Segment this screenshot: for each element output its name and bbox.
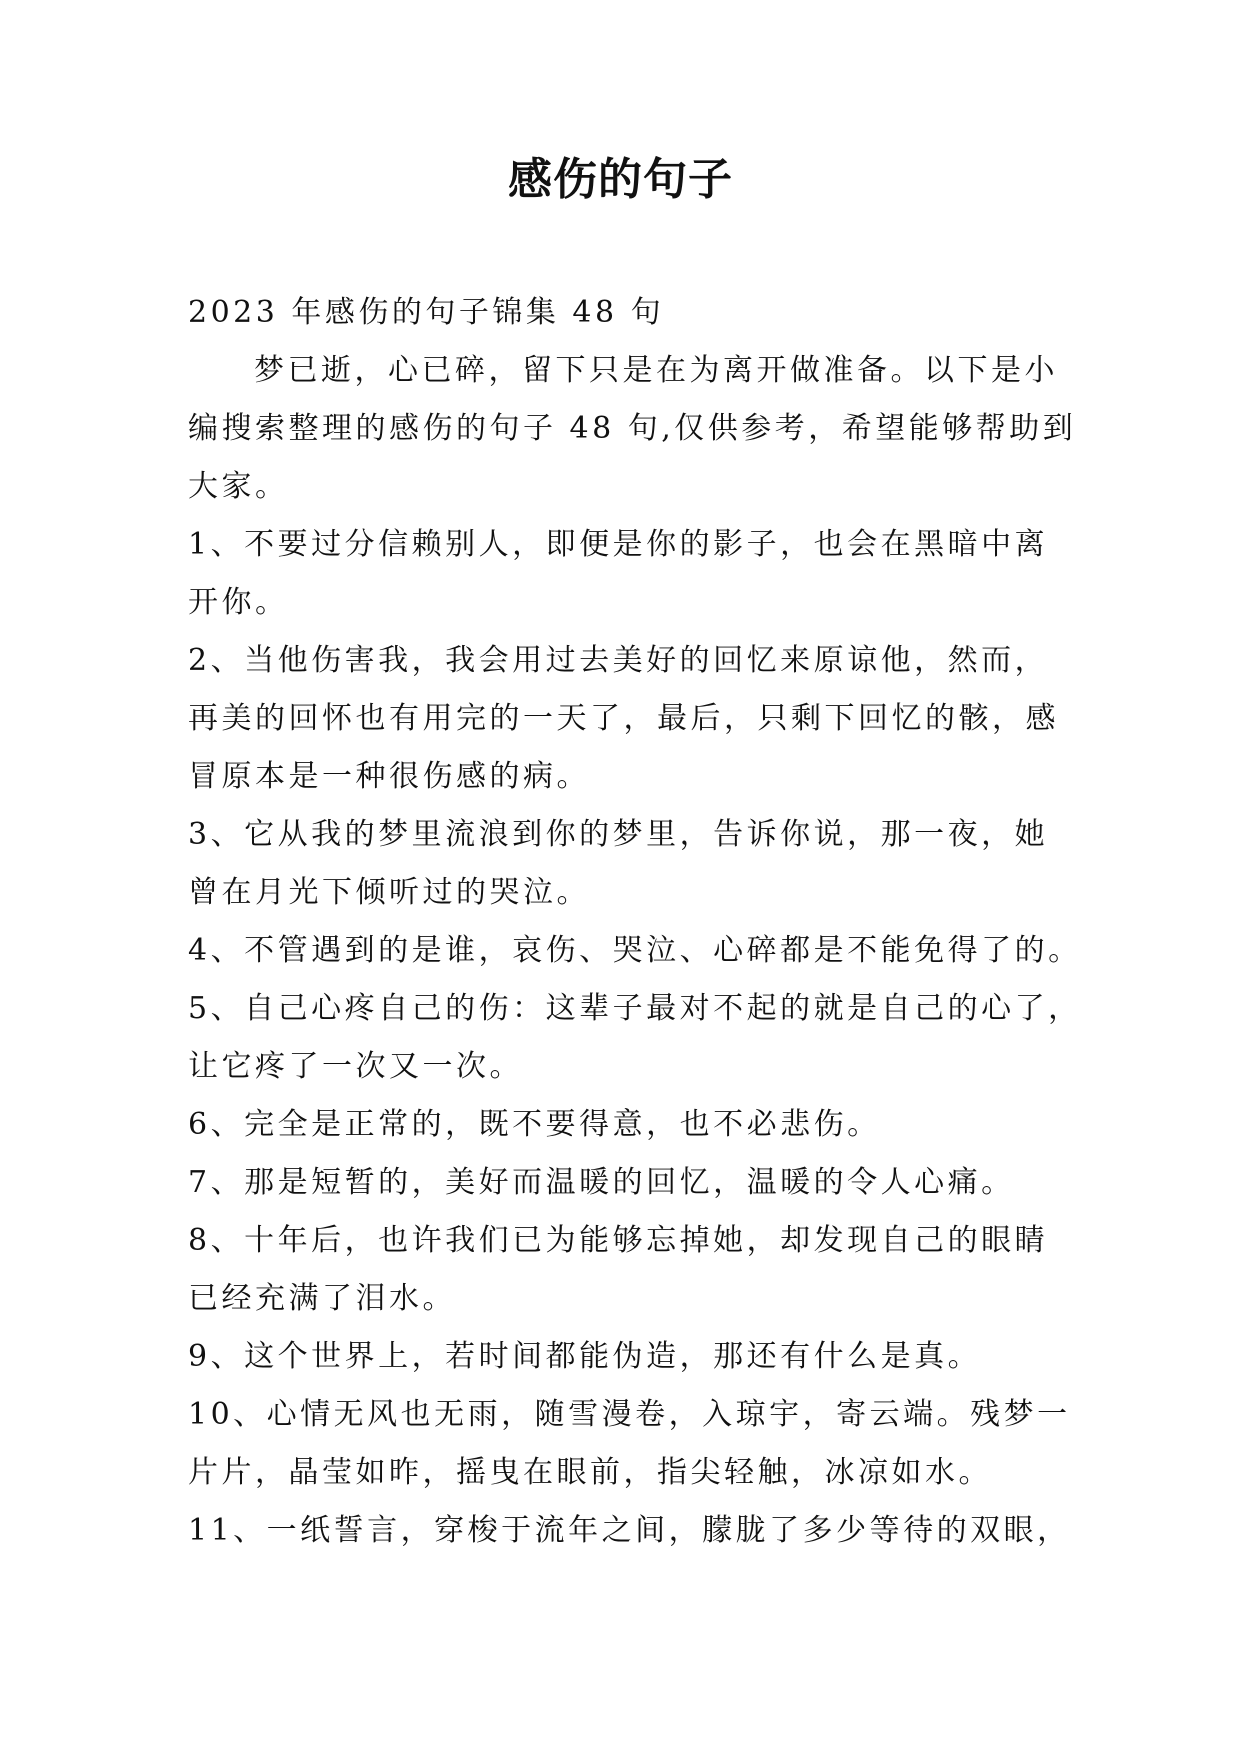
sentence-line: 曾在月光下倾听过的哭泣。 [188,875,590,910]
sentence-line: 开你。 [188,585,289,620]
sentence-line: 已经充满了泪水。 [188,1281,456,1316]
sentence-line: 冒原本是一种很伤感的病。 [188,759,590,794]
intro-line: 梦已逝，心已碎，留下只是在为离开做准备。以下是小 [254,353,1058,388]
subtitle-line: 2023 年感伤的句子锦集 48 句 [188,295,665,330]
sentence-line: 3、它从我的梦里流浪到你的梦里，告诉你说，那一夜，她 [188,817,1049,852]
intro-line: 大家。 [188,469,289,504]
sentence-line: 11、一纸誓言，穿梭于流年之间，朦胧了多少等待的双眼， [188,1513,1071,1548]
sentence-line: 1、不要过分信赖别人，即便是你的影子，也会在黑暗中离 [188,527,1049,562]
sentence-line: 片片，晶莹如昨，摇曳在眼前，指尖轻触，冰凉如水。 [188,1455,992,1490]
document-body [188,284,1082,1560]
sentence-line: 7、那是短暂的，美好而温暖的回忆，温暖的令人心痛。 [188,1165,1015,1200]
sentence-line: 10、心情无风也无雨，随雪漫卷，入琼宇，寄云端。残梦一 [188,1397,1071,1432]
sentence-line: 4、不管遇到的是谁，哀伤、哭泣、心碎都是不能免得了的。 [188,933,1082,968]
intro-line: 编搜索整理的感伤的句子 48 句,仅供参考，希望能够帮助到 [188,411,1077,446]
sentence-line: 5、自己心疼自己的伤：这辈子最对不起的就是自己的心了， [188,991,1082,1026]
sentence-line: 9、这个世界上，若时间都能伪造，那还有什么是真。 [188,1339,982,1374]
sentence-line: 2、当他伤害我，我会用过去美好的回忆来原谅他，然而， [188,643,1049,678]
sentence-line: 6、完全是正常的，既不要得意，也不必悲伤。 [188,1107,881,1142]
sentence-line: 8、十年后，也许我们已为能够忘掉她，却发现自己的眼睛 [188,1223,1049,1258]
document-title: 感伤的句子 [508,154,733,205]
sentence-line: 让它疼了一次又一次。 [188,1049,523,1084]
sentence-line: 再美的回怀也有用完的一天了，最后，只剩下回忆的骸，感 [188,701,1059,736]
